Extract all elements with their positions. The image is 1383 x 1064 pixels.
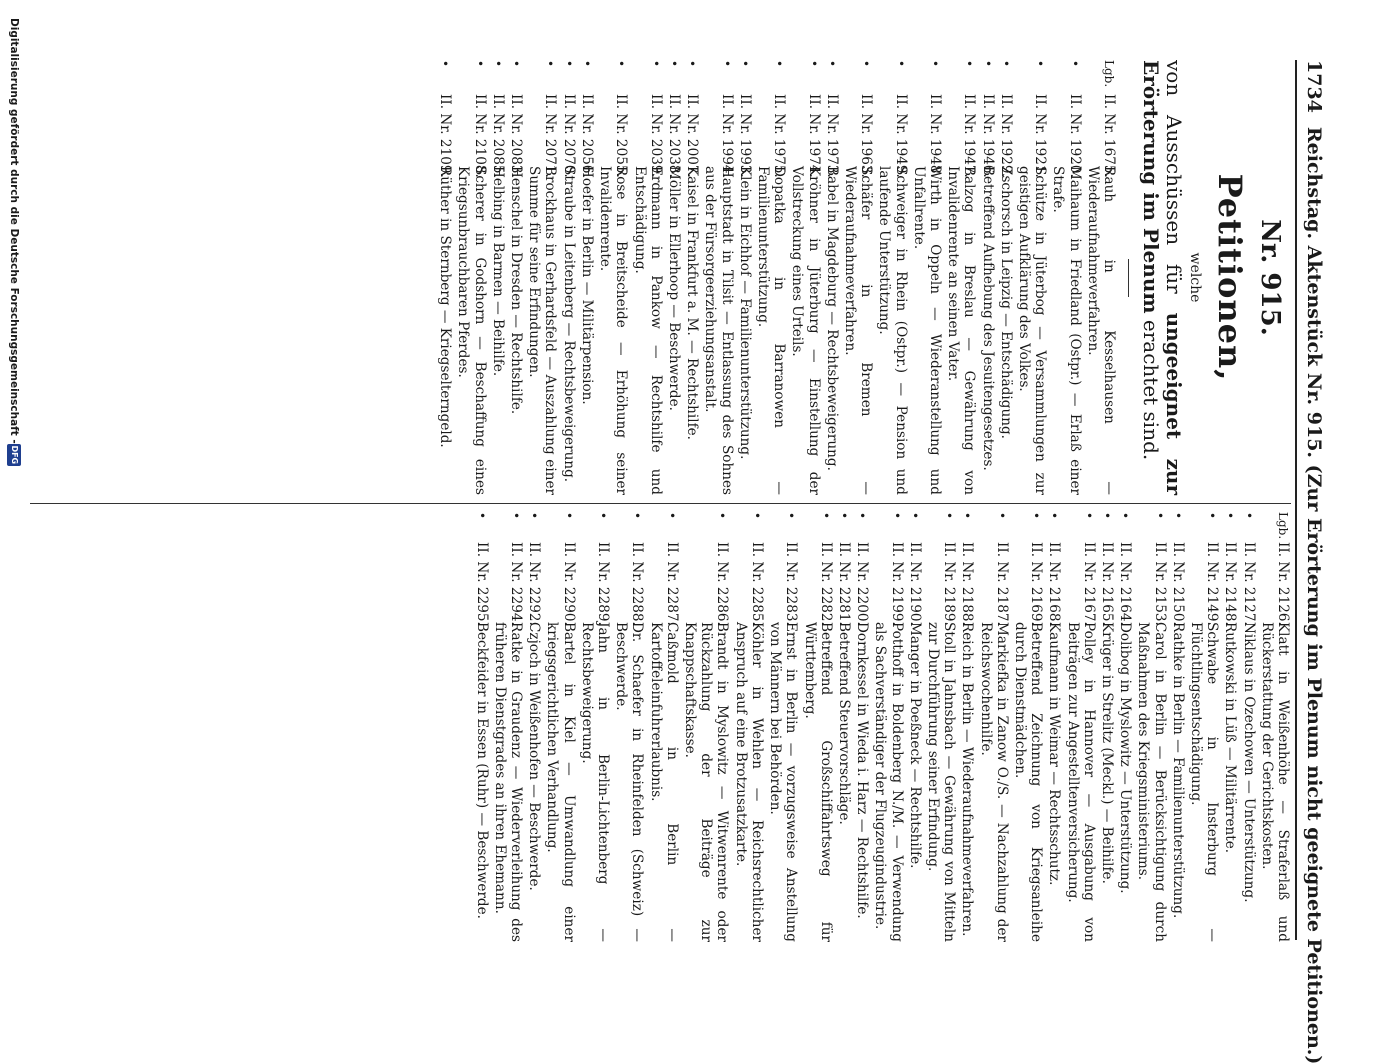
column-divider xyxy=(30,503,1291,504)
petition-entry xyxy=(579,60,595,495)
entry-mark: • xyxy=(855,512,870,520)
entry-text: Kröhner in Jüterburg — Einstellung der Vollstreckung eines Urteils. xyxy=(789,166,822,495)
entry-mark: Lgb. xyxy=(1276,512,1290,540)
entry-text: Hauptstadt in Tilsit — Entlassung des Sohnes aus der Fürsorgeerziehungsanstalt. xyxy=(702,166,735,495)
petition-entry xyxy=(1170,512,1186,942)
entry-number: II. Nr. 1963. xyxy=(858,94,875,178)
entry-text: Babel in Magdeburg — Rechtsbeweigerung. xyxy=(823,166,840,471)
entry-text: Dornkessel in Wieda i. Harz — Rechtshilfe. xyxy=(854,622,871,919)
entry-number: II. Nr. 2292. xyxy=(526,542,543,626)
petition-entry xyxy=(490,60,506,495)
entry-number: II. Nr. 2169. xyxy=(1028,542,1045,626)
entry-number: II. Nr. 2294. xyxy=(508,542,525,626)
entry-number: II. Nr. 2282. xyxy=(817,542,834,626)
entry-number: II. Nr. 1947. xyxy=(961,94,978,178)
entry-number: II. Nr. 2083. xyxy=(508,94,525,178)
entry-number: II. Nr. 2071. xyxy=(542,94,559,178)
entry-number: II. Nr. 2153. xyxy=(1151,542,1168,626)
petition-entry xyxy=(526,60,558,495)
entry-mark: • xyxy=(472,60,487,68)
petition-entry xyxy=(1099,512,1115,942)
entry-text: Betreffend Steuervorschläge. xyxy=(835,622,852,825)
entry-text: Schwabe in Insterburg — Flüchtlingsentschädigung. xyxy=(1187,622,1221,942)
entry-mark: • xyxy=(1152,512,1167,520)
petition-entry xyxy=(979,60,995,495)
entry-text: Czjoch in Weißenhofen — Beschwerde. xyxy=(526,622,543,891)
petition-entry xyxy=(1046,512,1062,942)
petition-entry xyxy=(1222,512,1238,942)
entry-mark: • xyxy=(962,60,977,68)
entry-mark: • xyxy=(806,60,821,68)
entry-number: II. Nr. 1921. xyxy=(1032,94,1049,178)
entry-number: II. Nr. 2287. xyxy=(663,542,680,626)
entry-text: Krüger in Strelitz (Meckl.) — Beihilfe. xyxy=(1098,622,1115,884)
entry-mark: • xyxy=(596,512,611,520)
entry-text: Rüther in Sternberg — Kriegselterngeld. xyxy=(437,166,454,448)
entry-text: Betreffend Aufhebung des Jesuitengesetzes. xyxy=(979,166,996,471)
entry-text: Ernst in Berlin — vorzugsweise Anstellung von Männern bei Behörden. xyxy=(767,622,800,942)
entry-number: II. Nr. 2085. xyxy=(489,94,506,178)
subtitle-pre: von Ausschüssen für xyxy=(1162,60,1186,294)
petition-entry xyxy=(473,512,489,942)
petition-entry xyxy=(842,60,874,495)
entry-mark: • xyxy=(527,512,542,520)
petition-entry xyxy=(684,60,700,495)
entry-mark: • xyxy=(784,512,799,520)
entry-number: II. Nr. 2127. xyxy=(1240,542,1257,626)
dfg-logo: DFG xyxy=(7,444,21,466)
page-header xyxy=(1295,60,1331,1064)
entry-mark: • xyxy=(818,512,833,520)
entry-number: II. Nr. 2109. xyxy=(437,94,454,178)
digitization-footer xyxy=(4,0,24,1000)
document-subtitle xyxy=(1133,60,1185,495)
entry-text: Dr. Schaefer in Rheinfelden (Schweiz) — Beschwerde. xyxy=(613,622,646,942)
petition-entry xyxy=(579,512,611,942)
petition-entry xyxy=(945,60,977,495)
entry-mark: • xyxy=(859,60,874,68)
petition-entry xyxy=(1188,512,1220,942)
document-title: Petitionen, xyxy=(1211,173,1249,382)
entry-mark: • xyxy=(630,512,645,520)
petition-entry xyxy=(998,60,1014,495)
entry-mark: • xyxy=(1205,512,1220,520)
document-number: Nr. 915. xyxy=(1255,219,1285,336)
entry-text: Dolibog in Myslowitz — Unterstützung. xyxy=(1117,622,1134,894)
petition-entry xyxy=(876,60,908,495)
entry-number: II. Nr. 2289. xyxy=(595,542,612,626)
entry-mark: • xyxy=(664,512,679,520)
petition-entry xyxy=(455,60,487,495)
entry-mark: • xyxy=(509,60,524,68)
entry-text: Polley in Hannover — Ausgabung von Beiträgen zur Angestelltenversicherung. xyxy=(1064,622,1097,942)
entry-text: Balzog in Breslau — Gewährung von Invalidenrente an seinen Vater. xyxy=(945,166,978,495)
entry-text: Klein in Eichhof — Familienunterstützung. xyxy=(736,166,753,460)
petition-entry xyxy=(1064,512,1096,942)
entry-text: Rauh in Kesselhausen — Wiederaufnahmeverfahren. xyxy=(1084,166,1117,495)
entry-number: II. Nr. 1975. xyxy=(771,94,788,178)
petition-entry xyxy=(1117,512,1133,942)
entry-number: II. Nr. 2288. xyxy=(629,542,646,626)
petition-entry xyxy=(492,512,524,942)
petition-entry xyxy=(613,512,645,942)
entry-number: II. Nr. 1949. xyxy=(892,94,909,178)
entry-text: Jahn in Berlin-Lichtenberg — Rechtsbeweigerung. xyxy=(578,622,612,942)
entry-mark: • xyxy=(772,60,787,68)
entry-mark: • xyxy=(1241,512,1256,520)
entry-text: Ratke in Graudenz — Wiederverleihung des früheren Dienstgrades an ihren Ehemann. xyxy=(491,622,525,942)
entry-mark: • xyxy=(719,60,734,68)
entry-mark: • xyxy=(579,60,594,68)
short-rule xyxy=(1127,259,1129,297)
entry-mark: • xyxy=(836,512,851,520)
petition-entry xyxy=(1085,60,1117,495)
entry-number: II. Nr. 2056. xyxy=(578,94,595,178)
entry-text: Potthoff in Boldenberg N./M. — Verwendung als Sachverständiger der Flugzeugindustrie. xyxy=(872,622,905,942)
entry-mark: • xyxy=(685,60,700,68)
entry-mark: • xyxy=(1029,512,1044,520)
entry-mark: • xyxy=(824,60,839,68)
petition-entry xyxy=(872,512,904,942)
entry-number: II. Nr. 2108. xyxy=(471,94,488,178)
entry-mark: • xyxy=(648,60,663,68)
entry-number: II. Nr. 1948. xyxy=(926,94,943,178)
entry-text: Brandt in Myslowitz — Witwenrente oder Rückzahlung der Beiträge zur Knappschaftskasse. xyxy=(682,622,731,942)
entry-number: II. Nr. 2070. xyxy=(560,94,577,178)
entry-mark: • xyxy=(1223,512,1238,520)
entry-number: II. Nr. 2187. xyxy=(993,542,1010,626)
petition-entry xyxy=(682,512,731,942)
entry-number: II. Nr. 2055. xyxy=(613,94,630,178)
entry-text: Brockhaus in Gerhardsfeld — Auszahlung einer Summe für seine Erfindungen. xyxy=(526,166,559,495)
entry-number: II. Nr. 1993. xyxy=(736,94,753,178)
entry-mark: • xyxy=(1118,512,1133,520)
entry-text: Rose in Breitscheide — Erhöhung seiner Invalidenrente. xyxy=(597,166,630,495)
entry-number: II. Nr. 2150. xyxy=(1169,542,1186,626)
entry-mark: • xyxy=(474,512,489,520)
entry-number: II. Nr. 2148. xyxy=(1222,542,1239,626)
petition-entry xyxy=(755,60,787,495)
entry-mark: • xyxy=(561,512,576,520)
entry-text: Kaisel in Frankfurt a. M. — Rechtshilfe. xyxy=(684,166,701,440)
entry-mark: • xyxy=(1081,512,1096,520)
entry-mark: • xyxy=(893,60,908,68)
entry-text: Niklaus in Ozechowen — Unterstützung. xyxy=(1240,622,1257,903)
welche-line: welche xyxy=(1187,252,1203,303)
entry-text: Rutkowski in Lüß — Militärrente. xyxy=(1222,622,1239,854)
entry-number: II. Nr. 1920. xyxy=(1066,94,1083,178)
entry-mark: • xyxy=(666,60,681,68)
entry-mark: • xyxy=(960,512,975,520)
entry-number: II. Nr. 2126. xyxy=(1275,542,1291,626)
entry-mark: • xyxy=(490,60,505,68)
entry-number: II. Nr. 2200. xyxy=(854,542,871,626)
entry-mark: • xyxy=(509,512,524,520)
petition-entry xyxy=(561,60,577,495)
entry-text: Hoefer in Berlin — Militärpension. xyxy=(578,166,595,405)
petition-entry xyxy=(1016,60,1048,495)
page-number: 1734 xyxy=(1303,60,1325,113)
entry-mark: • xyxy=(907,512,922,520)
entry-text: Straube in Leitenberg — Rechtsbeweigerung. xyxy=(560,166,577,483)
petition-entry xyxy=(1135,512,1167,942)
petition-entry xyxy=(1240,512,1256,942)
entry-text: Möller in Ellerhoop — Beschwerde. xyxy=(665,166,682,411)
entry-number: II. Nr. 1974. xyxy=(805,94,822,178)
entry-text: Kaufmann in Weimar — Rechtsschutz. xyxy=(1046,622,1063,886)
entry-number: II. Nr. 2283. xyxy=(783,542,800,626)
petition-entry xyxy=(925,512,957,942)
entry-text: Bartel in Kiel — Umwandlung einer kriegsgerichtlichen Verhandlung. xyxy=(544,622,577,942)
entry-number: II. Nr. 2149. xyxy=(1204,542,1221,626)
entry-number: II. Nr. 2168. xyxy=(1046,542,1063,626)
entry-mark: • xyxy=(749,512,764,520)
right-column xyxy=(28,512,1291,942)
entry-number: II. Nr. 2038. xyxy=(665,94,682,178)
petition-entry xyxy=(733,512,765,942)
petition-entry xyxy=(737,60,753,495)
entry-number: II. Nr. 2281. xyxy=(835,542,852,626)
petition-entry xyxy=(854,512,870,942)
petition-entry xyxy=(631,60,663,495)
petition-entry xyxy=(789,60,821,495)
running-title: Reichstag. Aktenstück Nr. 915. (Zur Erörterung im Plenum nicht geeignete Petitionen.) xyxy=(1303,126,1325,1064)
entry-number: II. Nr. 2039. xyxy=(647,94,664,178)
entry-mark: • xyxy=(543,60,558,68)
petition-entry xyxy=(508,60,524,495)
petition-entry xyxy=(437,60,453,495)
left-petition-list xyxy=(437,60,1117,495)
entry-mark: • xyxy=(438,60,453,68)
entry-text: Erdmann in Pankow — Rechtshilfe und Entschädigung. xyxy=(631,166,664,495)
entry-text: Manger in Poeßneck — Rechtshilfe. xyxy=(906,622,923,869)
entry-number: II. Nr. 1946. xyxy=(979,94,996,178)
petition-entry xyxy=(702,60,734,495)
entry-mark: • xyxy=(1067,60,1082,68)
petition-entry xyxy=(977,512,1009,942)
entry-text: Stoll in Jahnsbach — Gewährung von Mitteln zur Durchführung seiner Erfindung. xyxy=(924,622,958,942)
petition-entry xyxy=(907,512,923,942)
entry-text: Schäfer in Bremen — Wiederaufnahmeverfahren. xyxy=(841,166,875,495)
entry-text: Zschorsch in Leipzig — Entschädigung. xyxy=(997,166,1014,440)
entry-number: II. Nr. 2167. xyxy=(1080,542,1097,626)
entry-number: II. Nr. 2007. xyxy=(684,94,701,178)
entry-number: II. Nr. 1973. xyxy=(823,94,840,178)
entry-number: II. Nr. 2189. xyxy=(941,542,958,626)
entry-mark: • xyxy=(889,512,904,520)
left-column xyxy=(28,60,1291,495)
entry-text: Markiefka in Zanow O./S. — Nachzahlung der Reichswochenhilfe. xyxy=(977,622,1010,942)
entry-text: Schweiger in Rhein (Ostpr.) — Pension und laufende Unterstützung. xyxy=(876,166,909,495)
entry-mark: • xyxy=(1047,512,1062,520)
entry-text: Helbing in Barmen — Beihilfe. xyxy=(489,166,506,377)
entry-text: Rathke in Berlin — Familienunterstützung. xyxy=(1169,622,1186,919)
petition-entry xyxy=(597,60,629,495)
petition-entry xyxy=(666,60,682,495)
entry-number: II. Nr. 2164. xyxy=(1117,542,1134,626)
entry-number: II. Nr. 1929. xyxy=(997,94,1014,178)
petition-entry xyxy=(1012,512,1044,942)
entry-mark: • xyxy=(1170,512,1185,520)
entry-text: Beckfeider in Essen (Ruhr) — Beschwerde. xyxy=(473,622,490,920)
entry-mark: • xyxy=(614,60,629,68)
entry-number: II. Nr. 1994. xyxy=(718,94,735,178)
entry-number: II. Nr. 2188. xyxy=(959,542,976,626)
entry-text: Carol in Berlin — Berücksichtigung durch Maßnahmen des Kriegsministeriums. xyxy=(1135,622,1168,942)
entry-text: Wirth in Oppeln — Wiederanstellung und Unfallrente. xyxy=(910,166,943,495)
entry-text: Dopatka in Barranowen — Familienunterstützung. xyxy=(754,166,788,495)
entry-number: II. Nr. 2295. xyxy=(473,542,490,626)
entry-text: Caßmold in Berlin — Kartoffeleinfuhrerlaubnis. xyxy=(647,622,680,942)
entry-text: Schütze in Jüterbog — Versammlungen zur geistigen Aufklärung des Volkes. xyxy=(1015,166,1049,495)
entry-mark: • xyxy=(942,512,957,520)
entry-text: Betreffend Großschiffahrtsweg für Württemberg. xyxy=(801,622,834,942)
petition-entry xyxy=(801,512,833,942)
entry-number: II. Nr. 1675. xyxy=(1101,94,1117,178)
entry-text: Klatt in Weißenhöhe — Straferlaß und Rückerstattung der Gerichtskosten. xyxy=(1258,622,1291,942)
entry-number: II. Nr. 2199. xyxy=(888,542,905,626)
entry-number: II. Nr. 2165. xyxy=(1098,542,1115,626)
entry-text: Betreffend Zeichnung von Kriegsanleihe durch Dienstmädchen. xyxy=(1011,622,1045,942)
petition-entry xyxy=(824,60,840,495)
entry-text: Köhler in Wehlen — Reichsrechtlicher Anspruch auf eine Brotzusatzkarte. xyxy=(732,622,765,942)
subtitle-bold: ungeeignet zur Erörterung im Plenum xyxy=(1139,60,1186,496)
entry-text: Maihaum in Friedland (Ostpr.) — Erlaß einer Strafe. xyxy=(1050,166,1083,495)
entry-number: II. Nr. 2190. xyxy=(906,542,923,626)
subtitle-post: erachtet sind. xyxy=(1139,319,1163,461)
petition-entry xyxy=(767,512,799,942)
entry-text: Reich in Berlin — Wiederaufnahmeverfahren. xyxy=(959,622,976,937)
entry-text: Henschel in Dresden — Rechtshilfe. xyxy=(508,166,525,415)
petition-entry xyxy=(959,512,975,942)
petition-entry xyxy=(526,512,542,942)
petition-entry xyxy=(836,512,852,942)
entry-number: II. Nr. 2285. xyxy=(748,542,765,626)
right-petition-list xyxy=(473,512,1291,942)
entry-mark: • xyxy=(561,60,576,68)
entry-mark: Lgb. xyxy=(1102,60,1116,88)
entry-mark: • xyxy=(998,60,1013,68)
petition-entry xyxy=(647,512,679,942)
entry-mark: • xyxy=(980,60,995,68)
petition-entry xyxy=(544,512,576,942)
entry-mark: • xyxy=(1033,60,1048,68)
petition-entry xyxy=(1050,60,1082,495)
entry-number: II. Nr. 2286. xyxy=(714,542,731,626)
entry-mark: • xyxy=(927,60,942,68)
entry-number: II. Nr. 2290. xyxy=(560,542,577,626)
petition-entry xyxy=(1259,512,1291,942)
entry-text: Scherer in Godshorn — Beschaffung eines Kriegsunbrauchbaren Pferdes. xyxy=(455,166,488,495)
entry-mark: • xyxy=(737,60,752,68)
footer-credit: Digitalisierung gefördert durch die Deutsche Forschungsgemeinschaft - xyxy=(8,18,20,444)
entry-mark: • xyxy=(1099,512,1114,520)
entry-mark: • xyxy=(715,512,730,520)
petition-entry xyxy=(911,60,943,495)
entry-mark: • xyxy=(994,512,1009,520)
